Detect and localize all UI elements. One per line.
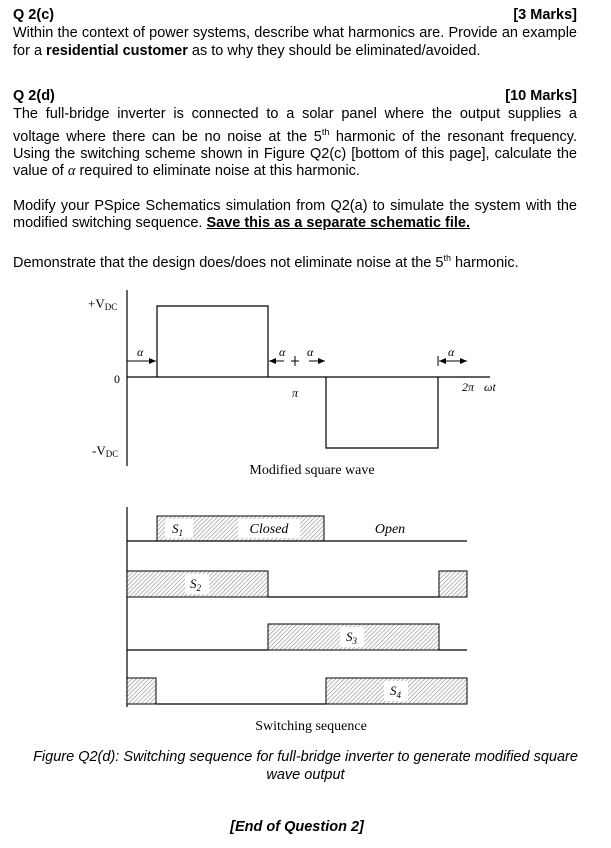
question-2d-paragraph-1: The full-bridge inverter is connected to a solar panel where the output supplies a voltage where there can be no noise at the 5th harmonic of the resonant frequency. Using the switching scheme shown in Figure Q2(c) [bottom of this page], calculate the value of α required to eliminate noise at this harmonic. [13, 106, 577, 180]
question-2d-paragraph-2: Modify your PSpice Schematics simulation from Q2(a) to simulate the system with the modified switching sequence. Save this as a separate schematic file. [13, 197, 577, 232]
negative-pulse [326, 377, 438, 448]
question-2c-text: Within the context of power systems, describe what harmonics are. Provide an example for a residential customer as to why they should be eliminated/avoided. [13, 25, 577, 59]
two-pi-label: 2π [462, 380, 475, 394]
s3-label: $S_3$ [346, 629, 357, 646]
question-2d-title: Q 2(d) [13, 88, 55, 104]
positive-pulse [157, 306, 268, 377]
alpha-label-1: α [137, 345, 144, 359]
switching-title: Switching sequence [255, 719, 367, 734]
question-2c-title: Q 2(c) [13, 7, 55, 23]
waveform-title: Modified square wave [249, 463, 375, 478]
figure-caption: Figure Q2(d): Switching sequence for full-bridge inverter to generate modified square wave output [33, 749, 578, 783]
s1-label: $S_1$ [172, 521, 183, 538]
zero-label: 0 [114, 372, 120, 386]
s4-label: $S_4$ [390, 683, 401, 700]
question-2d-paragraph-3: Demonstrate that the design does/does not eliminate noise at the 5th harmonic. [13, 252, 519, 271]
minus-vdc-label: -VDC [92, 443, 119, 459]
question-2c-marks: [3 Marks] [513, 7, 577, 23]
switching-sequence [127, 507, 467, 734]
alpha-label-2: α [279, 345, 286, 359]
s4-closed-bar-1 [127, 678, 156, 704]
plus-vdc-label: +VDC [88, 296, 118, 312]
pi-label: π [292, 386, 299, 400]
end-of-question: [End of Question 2] [230, 819, 364, 835]
closed-label: Closed [249, 522, 289, 537]
open-label: Open [374, 522, 406, 537]
omega-t-label: ωt [484, 380, 496, 394]
alpha-label-4: α [448, 345, 455, 359]
s2-label: $S_2$ [190, 576, 201, 593]
s2-closed-bar-2 [439, 571, 467, 597]
question-2d-marks: [10 Marks] [505, 88, 577, 104]
modified-square-wave [88, 290, 496, 478]
alpha-label-3: α [307, 345, 314, 359]
